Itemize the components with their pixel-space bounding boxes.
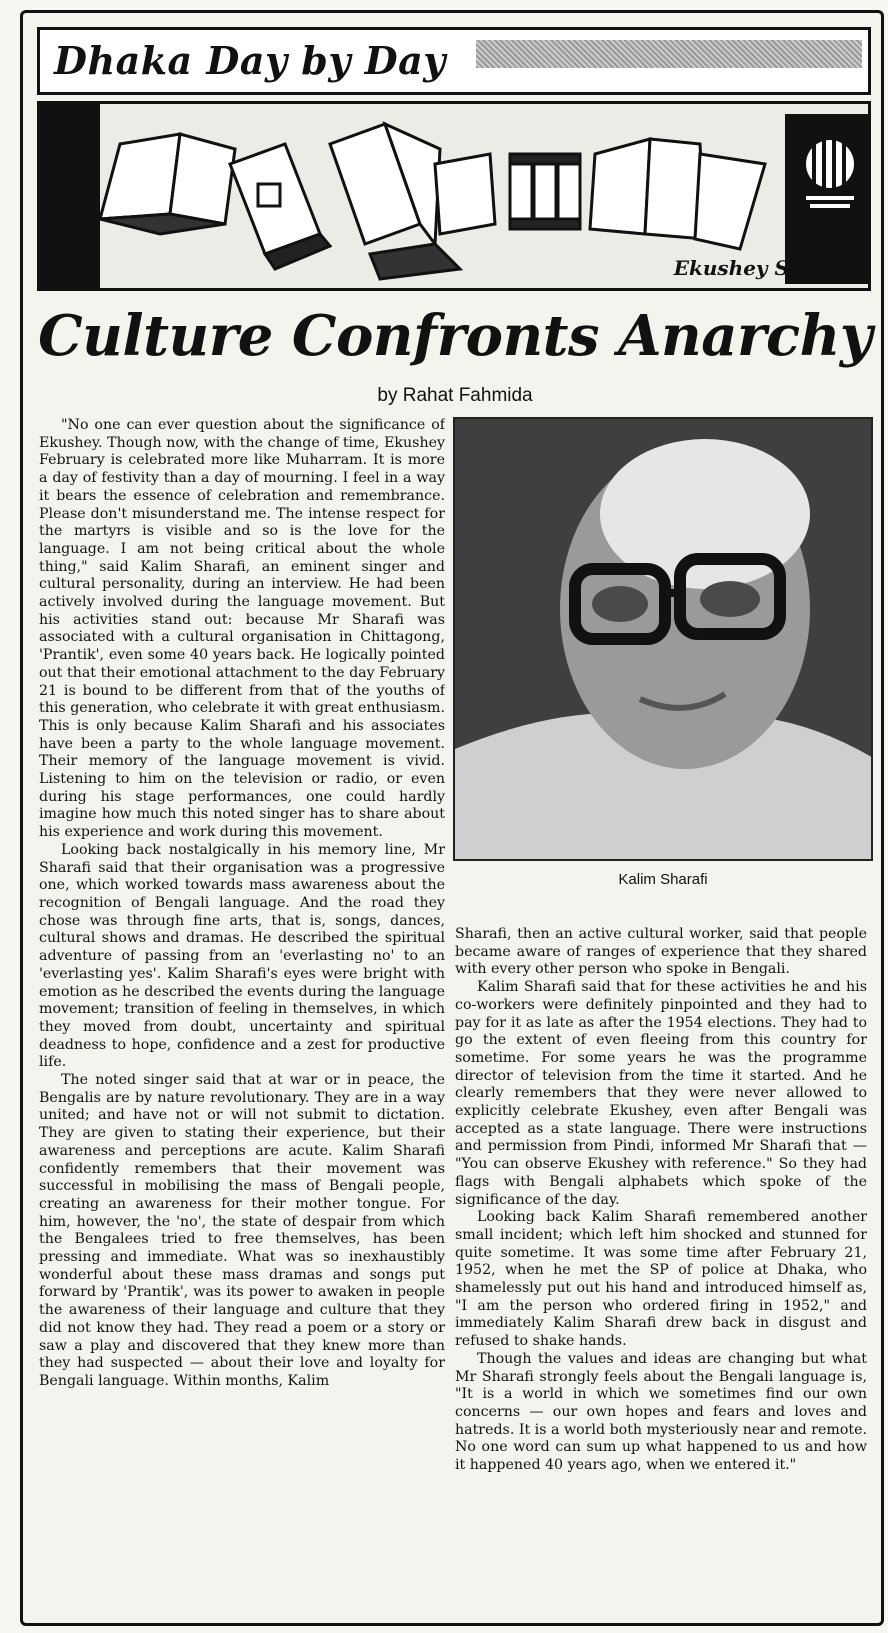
- right-column: [455, 926, 867, 1624]
- paragraph: Looking back Kalim Sharafi remembered another small incident; which left him shocked and stunned for quite sometime. It was some time after February 21, 1952, when he met the SP of police at Dhaka, who shamelessly put out his hand and introduced himself as, "I am the person who ordered firing in 1952," and immediately Kalim Sharafi drew back in disgust and refused to shake hands.: [455, 1209, 867, 1350]
- article-byline: by Rahat Fahmida: [377, 385, 533, 406]
- ekushey-banner: [37, 101, 871, 291]
- newspaper-clipping: [20, 10, 884, 1626]
- paragraph: Kalim Sharafi said that for these activities he and his co-workers were definitely pinpointed and they had to pay for it as late as after the 1954 elections. They had to go the extent of even fleeing from this country for sometime. For some years he was the programme director of television from the time it started. And he clearly remembers that they were never allowed to explicitly celebrate Ekushey, even after Bengali was accepted as a state language. There were instructions and permission from Pindi, informed Mr Sharafi that — "You can observe Ekushey with reference." So they had flags with Bengali alphabets which spoke of the significance of the day.: [455, 979, 867, 1208]
- header-halftone: [476, 40, 862, 68]
- paragraph: The noted singer said that at war or in peace, the Bengalis are by nature revolutionary. They are in a way united; and have not or will not submit to dictation. They are given to stating their experience, but their awareness and perceptions are acute. Kalim Sharafi confidently remembers that their movement was successful in mobilising the mass of Bengali people, creating an awareness for their mother tongue. For him, however, the 'no', the state of despair from which the Bengalees tried to free themselves, has been pressing and immediate. What was so inexhaustibly wonderful about these mass dramas and songs put forward by 'Prantik', was its power to awaken in people the awareness of their language and culture that they did not know they had. They read a poem or a story or saw a play and discovered that they knew more than they had suspected — about their love and loyalty for Bengali language. Within months, Kalim: [39, 1072, 445, 1389]
- paragraph: Sharafi, then an active cultural worker, said that people became aware of ranges of experience that they shared with every other person who spoke in Bengali.: [455, 926, 867, 978]
- portrait-photo: [453, 417, 873, 861]
- book-stack-icon: [510, 154, 580, 229]
- left-column: [39, 417, 445, 1621]
- paragraph: Though the values and ideas are changing but what Mr Sharafi strongly feels about the Bengali language is, "It is a world in which we sometimes find our own concerns — our own hopes and fears and loves and hatreds. It is a world both mysteriously near and remote. No one word can sum up what happened to us and how it happened 40 years ago, when we entered it.": [455, 1350, 867, 1474]
- photo-caption: Kalim Sharafi: [618, 871, 708, 888]
- paragraph: "No one can ever question about the significance of Ekushey. Though now, with the change of time, Ekushey February is celebrated more like Muharram. It is more a day of festivity than a day of mourning. I feel in a way it bears the essence of celebration and remembrance. Please don't misunderstand me. The intense respect for the martyrs is visible and so is the love for the language. I am not being critical about the whole thing," said Kalim Sharafi, an eminent singer and cultural personality, during an interview. He had been actively involved during the language movement. But his activities stand out: because Mr Sharafi was associated with a cultural organisation in Chittagong, 'Prantik', even some 40 years back. He logically pointed out that their emotional attachment to the day February 21 is bound to be different from that of the youths of this generation, who celebrate it with great enthusiasm. This is only because Kalim Sharafi and his associates have been a party to the whole language movement. Their memory of the language movement is vivid. Listening to him on the television or radio, or even during his stage performances, one could hardly imagine how much this noted singer has to share about his experience and work during this movement.: [39, 417, 445, 841]
- article-headline: Culture Confronts Anarchy: [38, 303, 872, 369]
- paragraph: Looking back nostalgically in his memory line, Mr Sharafi said that their organisation was a progressive one, which worked towards mass awareness about the recognition of Bengali language. And the road they chose was through fine arts, that is, songs, dances, cultural shows and dramas. He described the spiritual adventure of passing from an 'everlasting no' to an 'everlasting yes'. Kalim Sharafi's eyes were bright with emotion as he described the events during the language movement; transition of feeling in themselves, in which they moved from doubt, uncertainty and spiritual deadness to hope, confidence and a zest for productive life.: [39, 841, 445, 1071]
- special-label: Ekushey Special: [673, 256, 856, 280]
- section-title: Dhaka Day by Day: [54, 38, 446, 83]
- section-header: [37, 27, 871, 95]
- book-icon: [100, 134, 235, 234]
- portrait-image: [455, 419, 873, 861]
